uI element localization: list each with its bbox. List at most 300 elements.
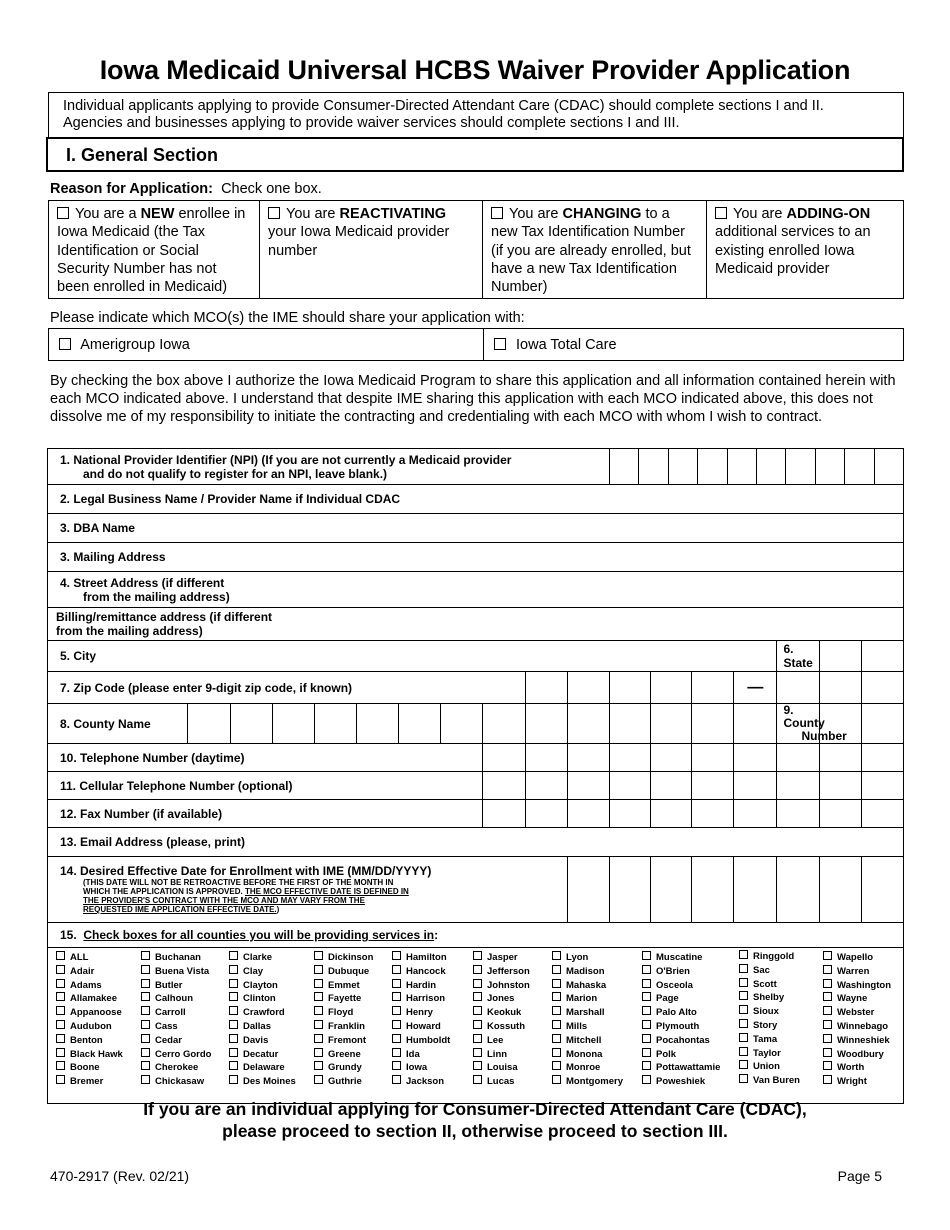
- fax-digit[interactable]: [483, 800, 525, 828]
- county-checkbox[interactable]: [739, 1005, 748, 1014]
- county-checkbox[interactable]: [392, 1075, 401, 1084]
- county-checkbox-item[interactable]: [56, 965, 123, 979]
- county-checkbox-item[interactable]: [552, 1075, 623, 1089]
- county-checkbox[interactable]: [552, 1006, 561, 1015]
- county-checkbox-item[interactable]: [552, 1061, 623, 1075]
- county-checkbox-item[interactable]: [229, 979, 296, 993]
- county-checkbox-item[interactable]: [473, 1034, 530, 1048]
- county-checkbox-item[interactable]: [823, 1075, 891, 1089]
- county-checkbox-item[interactable]: [56, 1006, 123, 1020]
- county-checkbox-item[interactable]: [739, 1060, 800, 1074]
- amerigroup-checkbox[interactable]: [59, 338, 71, 350]
- npi-digit[interactable]: [875, 449, 903, 484]
- county-checkbox-item[interactable]: [552, 979, 623, 993]
- fax-digit[interactable]: [819, 800, 861, 828]
- reactivating-checkbox[interactable]: [268, 207, 280, 219]
- npi-digit[interactable]: [845, 449, 874, 484]
- county-checkbox-item[interactable]: [141, 1034, 211, 1048]
- zip-digit[interactable]: [567, 672, 609, 704]
- county-checkbox[interactable]: [56, 1020, 65, 1029]
- county-checkbox[interactable]: [229, 992, 238, 1001]
- county-checkbox[interactable]: [141, 1048, 150, 1057]
- county-checkbox-item[interactable]: [642, 951, 720, 965]
- county-checkbox-item[interactable]: [314, 1034, 373, 1048]
- zip-digit[interactable]: [609, 672, 650, 704]
- fax-digit[interactable]: [525, 800, 567, 828]
- county-checkbox[interactable]: [314, 965, 323, 974]
- county-name: Mills: [566, 1020, 588, 1032]
- fax-digit[interactable]: [567, 800, 609, 828]
- fax-digit[interactable]: [861, 800, 903, 828]
- npi-input-cells[interactable]: [609, 449, 903, 485]
- county-checkbox[interactable]: [642, 1075, 651, 1084]
- county-checkbox-item[interactable]: [739, 1019, 800, 1033]
- state-cell[interactable]: [861, 641, 903, 672]
- county-checkbox[interactable]: [229, 1061, 238, 1070]
- county-checkbox-item[interactable]: [56, 992, 123, 1006]
- county-checkbox-item[interactable]: [141, 1048, 211, 1062]
- zip-digit[interactable]: [651, 672, 692, 704]
- county-letter[interactable]: [651, 704, 692, 744]
- county-letter[interactable]: [188, 704, 230, 744]
- county-checkbox[interactable]: [552, 1048, 561, 1057]
- county-letter[interactable]: [692, 704, 734, 744]
- county-checkbox[interactable]: [56, 992, 65, 1001]
- county-checkbox-item[interactable]: [141, 1006, 211, 1020]
- cell-digit[interactable]: [692, 772, 734, 800]
- npi-digit[interactable]: [639, 449, 668, 484]
- county-checkbox-item[interactable]: [56, 1034, 123, 1048]
- county-letter[interactable]: [399, 704, 441, 744]
- county-checkbox[interactable]: [392, 1048, 401, 1057]
- billing-address-field[interactable]: [48, 608, 904, 641]
- county-checkbox[interactable]: [552, 1034, 561, 1043]
- date-digit[interactable]: [651, 857, 692, 923]
- county-checkbox-item[interactable]: [642, 965, 720, 979]
- county-checkbox-item[interactable]: [141, 951, 211, 965]
- county-checkbox-item[interactable]: [392, 979, 450, 993]
- adding-on-checkbox[interactable]: [715, 207, 727, 219]
- county-checkbox-item[interactable]: [473, 1020, 530, 1034]
- county-checkbox-item[interactable]: [229, 1048, 296, 1062]
- mco-option-iowa-total-care[interactable]: [483, 328, 904, 361]
- county-checkbox-item[interactable]: [229, 1061, 296, 1075]
- county-checkbox[interactable]: [823, 992, 832, 1001]
- county-checkbox-item[interactable]: [141, 1061, 211, 1075]
- county-checkbox-item[interactable]: [314, 979, 373, 993]
- proceed-line-1: If you are an individual applying for Consumer-Directed Attendant Care (CDAC),: [143, 1099, 807, 1119]
- county-checkbox[interactable]: [314, 1048, 323, 1057]
- county-checkbox-item[interactable]: [473, 979, 530, 993]
- county-checkbox[interactable]: [739, 1074, 748, 1083]
- county-checkbox-item[interactable]: [56, 951, 123, 965]
- county-checkbox[interactable]: [739, 950, 748, 959]
- county-checkbox-item[interactable]: [552, 965, 623, 979]
- county-checkbox-item[interactable]: [392, 951, 450, 965]
- county-checkbox[interactable]: [642, 1006, 651, 1015]
- county-column: [229, 951, 296, 1089]
- county-checkbox[interactable]: [823, 951, 832, 960]
- county-checkbox[interactable]: [823, 1075, 832, 1084]
- county-checkbox[interactable]: [392, 1020, 401, 1029]
- date-digit[interactable]: [861, 857, 903, 923]
- phone-digit[interactable]: [609, 744, 650, 772]
- county-checkbox[interactable]: [314, 951, 323, 960]
- phone-digit[interactable]: [777, 744, 819, 772]
- county-checkbox[interactable]: [314, 1061, 323, 1070]
- county-checkbox-item[interactable]: [642, 979, 720, 993]
- county-checkbox-item[interactable]: [823, 992, 891, 1006]
- county-checkbox-item[interactable]: [473, 992, 530, 1006]
- cell-digit[interactable]: [777, 772, 819, 800]
- county-checkbox[interactable]: [56, 951, 65, 960]
- county-checkbox[interactable]: [392, 979, 401, 988]
- date-digit[interactable]: [777, 857, 819, 923]
- county-checkbox-item[interactable]: [642, 1020, 720, 1034]
- fax-digit[interactable]: [651, 800, 692, 828]
- county-checkbox[interactable]: [392, 1061, 401, 1070]
- county-checkbox-item[interactable]: [823, 1048, 891, 1062]
- fax-digit[interactable]: [692, 800, 734, 828]
- county-checkbox[interactable]: [141, 979, 150, 988]
- county-checkbox[interactable]: [823, 965, 832, 974]
- county-checkbox[interactable]: [141, 951, 150, 960]
- county-checkbox[interactable]: [229, 1034, 238, 1043]
- county-checkbox-item[interactable]: [823, 1034, 891, 1048]
- county-checkbox-item[interactable]: [392, 1048, 450, 1062]
- county-checkbox-item[interactable]: [739, 1074, 800, 1088]
- county-checkbox-item[interactable]: [392, 1020, 450, 1034]
- county-checkbox-item[interactable]: [739, 978, 800, 992]
- county-checkbox-item[interactable]: [739, 1047, 800, 1061]
- county-checkbox-item[interactable]: [141, 1075, 211, 1089]
- street-address-field[interactable]: [48, 572, 904, 608]
- telephone-label: 10. Telephone Number (daytime): [48, 744, 483, 772]
- county-letter[interactable]: [483, 704, 525, 744]
- county-checkbox-item[interactable]: [823, 1061, 891, 1075]
- county-checkbox[interactable]: [473, 1061, 482, 1070]
- county-letter[interactable]: [734, 704, 777, 744]
- county-checkbox-item[interactable]: [739, 964, 800, 978]
- county-checkbox-item[interactable]: [642, 1034, 720, 1048]
- npi-digit[interactable]: [786, 449, 815, 484]
- reason-new-post: enrollee in Iowa Medicaid (the Tax Identification or Social Security Number has not been enrolled in Medicaid): [57, 206, 246, 296]
- county-checkbox-item[interactable]: [552, 1048, 623, 1062]
- county-checkbox[interactable]: [552, 979, 561, 988]
- county-checkbox[interactable]: [823, 1020, 832, 1029]
- county-checkbox-item[interactable]: [392, 965, 450, 979]
- county-checkbox[interactable]: [56, 1075, 65, 1084]
- county-checkbox-item[interactable]: [473, 965, 530, 979]
- reason-option-changing[interactable]: [482, 200, 707, 299]
- fax-digit[interactable]: [609, 800, 650, 828]
- npi-digit[interactable]: [610, 449, 639, 484]
- county-letter[interactable]: [441, 704, 483, 744]
- county-checkbox[interactable]: [739, 991, 748, 1000]
- email-field[interactable]: 13. Email Address (please, print): [48, 828, 904, 857]
- county-checkbox[interactable]: [473, 951, 482, 960]
- county-checkbox[interactable]: [229, 1048, 238, 1057]
- county-checkbox-item[interactable]: [56, 1020, 123, 1034]
- county-letter[interactable]: [525, 704, 567, 744]
- county-checkbox[interactable]: [642, 1020, 651, 1029]
- county-checkbox-item[interactable]: [392, 1006, 450, 1020]
- npi-digit[interactable]: [669, 449, 698, 484]
- county-checkbox-item[interactable]: [141, 992, 211, 1006]
- county-checkbox-item[interactable]: [314, 1075, 373, 1089]
- county-checkbox[interactable]: [56, 1034, 65, 1043]
- county-checkbox[interactable]: [823, 1006, 832, 1015]
- county-letter[interactable]: [357, 704, 399, 744]
- city-field[interactable]: 5. City: [48, 641, 777, 672]
- cell-digit[interactable]: [819, 772, 861, 800]
- county-checkbox-item[interactable]: [314, 1048, 373, 1062]
- county-checkbox[interactable]: [739, 1033, 748, 1042]
- county-checkbox-item[interactable]: [314, 1020, 373, 1034]
- county-checkbox-item[interactable]: [392, 1034, 450, 1048]
- county-checkbox-item[interactable]: [473, 1061, 530, 1075]
- county-checkbox-item[interactable]: [392, 1061, 450, 1075]
- changing-checkbox[interactable]: [491, 207, 503, 219]
- county-checkbox[interactable]: [473, 979, 482, 988]
- county-checkbox-item[interactable]: [314, 965, 373, 979]
- county-checkbox-item[interactable]: [392, 992, 450, 1006]
- phone-digit[interactable]: [651, 744, 692, 772]
- county-number-digit[interactable]: [861, 704, 903, 744]
- county-checkbox[interactable]: [314, 1034, 323, 1043]
- county-checkbox-item[interactable]: [141, 979, 211, 993]
- county-checkbox[interactable]: [141, 1006, 150, 1015]
- county-checkbox[interactable]: [314, 992, 323, 1001]
- county-checkbox-item[interactable]: [823, 1020, 891, 1034]
- county-checkbox[interactable]: [473, 992, 482, 1001]
- county-checkbox[interactable]: [56, 1061, 65, 1070]
- county-checkbox[interactable]: [392, 1006, 401, 1015]
- zip-digit[interactable]: [861, 672, 903, 704]
- mco-option-amerigroup[interactable]: [48, 328, 484, 361]
- county-checkbox[interactable]: [739, 964, 748, 973]
- npi-digit[interactable]: [698, 449, 727, 484]
- cell-digit[interactable]: [483, 772, 525, 800]
- date-digit[interactable]: [567, 857, 609, 923]
- county-checkbox[interactable]: [56, 965, 65, 974]
- county-checkbox[interactable]: [642, 979, 651, 988]
- county-checkbox[interactable]: [552, 1061, 561, 1070]
- county-checkbox-item[interactable]: [739, 950, 800, 964]
- county-checkbox-item[interactable]: [552, 1020, 623, 1034]
- county-checkbox[interactable]: [739, 1019, 748, 1028]
- county-checkbox-item[interactable]: [314, 1061, 373, 1075]
- county-letter[interactable]: [609, 704, 650, 744]
- reason-option-reactivating[interactable]: [259, 200, 483, 299]
- phone-digit[interactable]: [819, 744, 861, 772]
- county-checkbox-item[interactable]: [642, 1006, 720, 1020]
- county-checkbox[interactable]: [552, 992, 561, 1001]
- county-checkbox[interactable]: [141, 1020, 150, 1029]
- county-checkbox[interactable]: [642, 951, 651, 960]
- reason-reactivating-post: your Iowa Medicaid provider number: [268, 224, 450, 259]
- cell-digit[interactable]: [609, 772, 650, 800]
- county-checkbox-item[interactable]: [141, 1020, 211, 1034]
- reason-option-adding-on[interactable]: [706, 200, 904, 299]
- zip-digit[interactable]: [525, 672, 567, 704]
- county-checkbox[interactable]: [392, 951, 401, 960]
- county-checkbox[interactable]: [823, 1061, 832, 1070]
- county-checkbox[interactable]: [56, 1048, 65, 1057]
- county-checkbox[interactable]: [56, 1006, 65, 1015]
- county-checkbox[interactable]: [552, 965, 561, 974]
- phone-digit[interactable]: [525, 744, 567, 772]
- county-checkbox-item[interactable]: [739, 991, 800, 1005]
- county-checkbox-item[interactable]: [314, 951, 373, 965]
- county-checkbox-item[interactable]: [552, 951, 623, 965]
- county-checkbox[interactable]: [141, 992, 150, 1001]
- county-checkbox-item[interactable]: [473, 951, 530, 965]
- county-checkbox[interactable]: [473, 1006, 482, 1015]
- county-checkbox-item[interactable]: [229, 951, 296, 965]
- county-checkbox[interactable]: [823, 1034, 832, 1043]
- county-checkbox-item[interactable]: [229, 965, 296, 979]
- mailing-address-field[interactable]: 3. Mailing Address: [48, 543, 904, 572]
- county-checkbox-item[interactable]: [229, 1075, 296, 1089]
- county-checkbox[interactable]: [229, 1006, 238, 1015]
- county-checkbox[interactable]: [141, 1061, 150, 1070]
- county-checkbox-item[interactable]: [229, 992, 296, 1006]
- county-checkbox-item[interactable]: [739, 1005, 800, 1019]
- county-checkbox[interactable]: [314, 1020, 323, 1029]
- cell-digit[interactable]: [861, 772, 903, 800]
- zip-digit[interactable]: [692, 672, 734, 704]
- county-name: Shelby: [753, 992, 785, 1004]
- phone-digit[interactable]: [861, 744, 903, 772]
- county-checkbox-item[interactable]: [552, 992, 623, 1006]
- county-checkbox-item[interactable]: [56, 1075, 123, 1089]
- county-checkbox[interactable]: [642, 992, 651, 1001]
- zip-digit[interactable]: [819, 672, 861, 704]
- county-checkbox[interactable]: [314, 1075, 323, 1084]
- npi-digit[interactable]: [757, 449, 786, 484]
- county-checkbox-item[interactable]: [552, 1034, 623, 1048]
- county-checkbox-item[interactable]: [56, 979, 123, 993]
- county-checkbox[interactable]: [739, 1047, 748, 1056]
- phone-digit[interactable]: [567, 744, 609, 772]
- phone-digit[interactable]: [483, 744, 525, 772]
- county-checkbox[interactable]: [739, 1060, 748, 1069]
- county-checkbox[interactable]: [56, 979, 65, 988]
- county-letter[interactable]: [567, 704, 609, 744]
- county-checkbox[interactable]: [642, 1034, 651, 1043]
- phone-digit[interactable]: [692, 744, 734, 772]
- iowa-total-care-checkbox[interactable]: [494, 338, 506, 350]
- county-checkbox[interactable]: [392, 1034, 401, 1043]
- county-checkbox-item[interactable]: [229, 1020, 296, 1034]
- county-letter[interactable]: [272, 704, 314, 744]
- county-checkbox-item[interactable]: [392, 1075, 450, 1089]
- county-checkbox-item[interactable]: [56, 1048, 123, 1062]
- npi-digit[interactable]: [816, 449, 845, 484]
- county-checkbox[interactable]: [552, 951, 561, 960]
- county-checkbox[interactable]: [141, 965, 150, 974]
- county-checkbox-item[interactable]: [473, 1075, 530, 1089]
- county-checkbox[interactable]: [314, 979, 323, 988]
- county-checkbox-item[interactable]: [642, 1075, 720, 1089]
- county-checkbox-item[interactable]: [823, 979, 891, 993]
- county-checkbox-item[interactable]: [642, 1048, 720, 1062]
- cell-digit[interactable]: [734, 772, 777, 800]
- county-checkbox[interactable]: [141, 1075, 150, 1084]
- county-checkbox-item[interactable]: [314, 992, 373, 1006]
- date-digit[interactable]: [819, 857, 861, 923]
- fax-digit[interactable]: [734, 800, 777, 828]
- fax-digit[interactable]: [777, 800, 819, 828]
- cell-digit[interactable]: [651, 772, 692, 800]
- county-checkbox-item[interactable]: [739, 1033, 800, 1047]
- legal-name-field[interactable]: 2. Legal Business Name / Provider Name if Individual CDAC: [48, 485, 904, 514]
- county-checkbox[interactable]: [473, 1075, 482, 1084]
- new-checkbox[interactable]: [57, 207, 69, 219]
- county-letter[interactable]: [314, 704, 356, 744]
- county-checkbox[interactable]: [392, 992, 401, 1001]
- county-checkbox[interactable]: [642, 1061, 651, 1070]
- county-checkbox[interactable]: [473, 1034, 482, 1043]
- county-checkbox-item[interactable]: [141, 965, 211, 979]
- county-checkbox[interactable]: [473, 965, 482, 974]
- county-letter[interactable]: [230, 704, 272, 744]
- county-checkbox-item[interactable]: [823, 965, 891, 979]
- reason-option-new[interactable]: [48, 200, 260, 299]
- county-checkbox-item[interactable]: [473, 1006, 530, 1020]
- county-checkbox[interactable]: [229, 1075, 238, 1084]
- npi-digit[interactable]: [728, 449, 757, 484]
- county-checkbox-item[interactable]: [642, 1061, 720, 1075]
- county-checkbox[interactable]: [552, 1020, 561, 1029]
- county-checkbox[interactable]: [642, 965, 651, 974]
- date-digit[interactable]: [609, 857, 650, 923]
- cell-digit[interactable]: [525, 772, 567, 800]
- state-cell[interactable]: [819, 641, 861, 672]
- date-digit[interactable]: [692, 857, 734, 923]
- county-checkbox-item[interactable]: [314, 1006, 373, 1020]
- county-checkbox[interactable]: [473, 1048, 482, 1057]
- county-checkbox[interactable]: [229, 951, 238, 960]
- county-checkbox[interactable]: [229, 979, 238, 988]
- county-checkbox[interactable]: [473, 1020, 482, 1029]
- phone-digit[interactable]: [734, 744, 777, 772]
- cell-digit[interactable]: [567, 772, 609, 800]
- county-checkbox-item[interactable]: [229, 1034, 296, 1048]
- county-checkbox[interactable]: [823, 979, 832, 988]
- county-checkbox[interactable]: [141, 1034, 150, 1043]
- county-checkbox[interactable]: [229, 965, 238, 974]
- county-checkbox[interactable]: [229, 1020, 238, 1029]
- county-checkbox[interactable]: [823, 1048, 832, 1057]
- county-checkbox-item[interactable]: [823, 951, 891, 965]
- county-checkbox-item[interactable]: [56, 1061, 123, 1075]
- date-digit[interactable]: [734, 857, 777, 923]
- county-checkbox[interactable]: [392, 965, 401, 974]
- county-checkbox[interactable]: [739, 978, 748, 987]
- county-checkbox-item[interactable]: [552, 1006, 623, 1020]
- county-checkbox[interactable]: [314, 1006, 323, 1015]
- county-checkbox-item[interactable]: [823, 1006, 891, 1020]
- county-checkbox-item[interactable]: [642, 992, 720, 1006]
- county-checkbox[interactable]: [642, 1048, 651, 1057]
- county-checkbox-item[interactable]: [229, 1006, 296, 1020]
- dba-name-field[interactable]: 3. DBA Name: [48, 514, 904, 543]
- county-checkbox[interactable]: [552, 1075, 561, 1084]
- county-checkbox-item[interactable]: [473, 1048, 530, 1062]
- zip-digit[interactable]: [777, 672, 819, 704]
